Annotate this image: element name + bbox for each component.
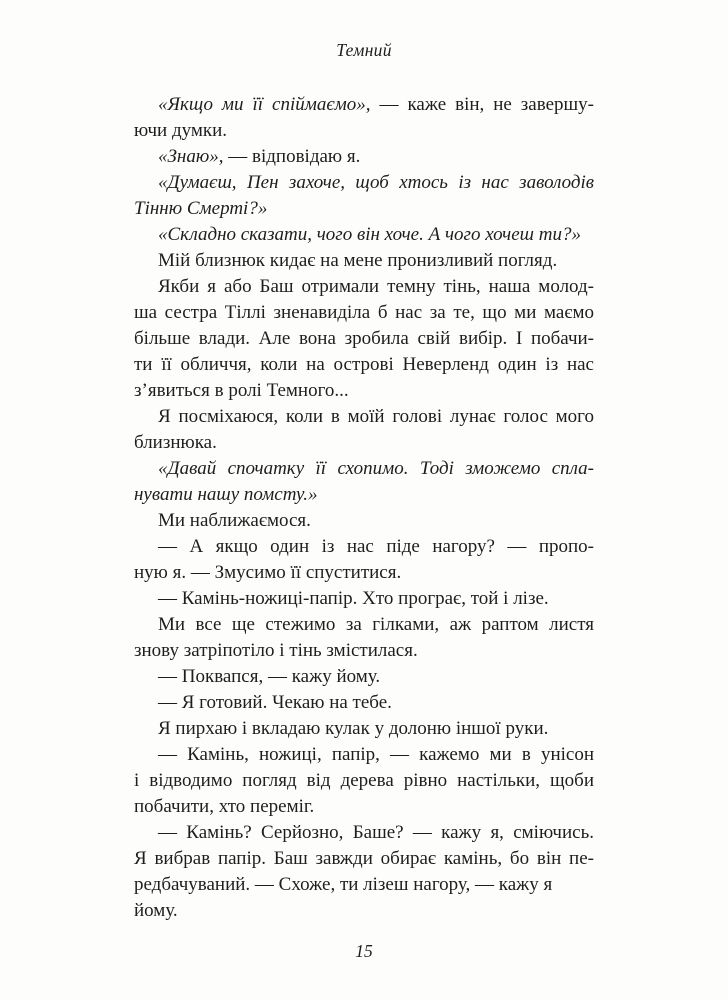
paragraph	[134, 690, 594, 716]
roman-run: знову затріпотіло і тінь змістилася.	[134, 640, 418, 661]
roman-run: Ми все ще стежимо за гілками, аж раптом листя	[158, 614, 594, 635]
paragraph	[134, 508, 594, 534]
text-line	[134, 456, 594, 482]
roman-run: редбачуваний. — Схоже, ти лізеш нагору, — кажу я йому.	[134, 874, 553, 921]
roman-run: — Камінь? Серйозно, Баше? — кажу я, сміючись.	[158, 822, 594, 843]
text-line	[134, 846, 594, 872]
italic-run: нувати нашу помсту.»	[134, 484, 318, 505]
roman-run: ючи думки.	[134, 120, 228, 141]
text-line	[134, 170, 594, 196]
roman-run: — Камінь, ножиці, папір, — кажемо ми в унісон	[158, 744, 594, 765]
paragraph	[134, 586, 594, 612]
text-line	[134, 300, 594, 326]
text-line	[134, 612, 594, 638]
text-line	[134, 326, 594, 352]
paragraph	[134, 144, 594, 170]
running-header: Темний	[336, 40, 392, 60]
text-line	[134, 664, 594, 690]
roman-run: побачити, хто переміг.	[134, 796, 315, 817]
text-line	[134, 352, 594, 378]
text-line	[134, 430, 594, 456]
roman-run: ти її обличчя, коли на острові Неверленд один із нас	[134, 354, 594, 375]
text-line	[134, 508, 594, 534]
paragraph	[134, 664, 594, 690]
paragraph	[134, 222, 594, 248]
text-line	[134, 638, 594, 664]
text-line	[134, 560, 594, 586]
roman-run: Якби я або Баш отримали темну тінь, наша молод-	[158, 276, 594, 297]
roman-run: Ми наближаємося.	[158, 510, 311, 531]
paragraph	[134, 612, 594, 664]
text-line	[134, 196, 594, 222]
italic-run: «Давай спочатку її схопимо. Тоді зможемо спла-	[158, 458, 594, 479]
roman-run: — Поквапся, — кажу йому.	[158, 666, 381, 687]
roman-run: більше влади. Але вона зробила свій вибір. І побачи-	[134, 328, 594, 349]
text-block	[134, 92, 594, 924]
text-line	[134, 534, 594, 560]
text-line	[134, 872, 594, 924]
text-line	[134, 690, 594, 716]
roman-run: — А якщо один із нас піде нагору? — пропо-	[158, 536, 594, 557]
roman-run: — Я готовий. Чекаю на тебе.	[158, 692, 392, 713]
paragraph	[134, 534, 594, 586]
paragraph	[134, 248, 594, 274]
page-number: 15	[355, 941, 373, 961]
text-line	[134, 768, 594, 794]
text-line	[134, 482, 594, 508]
roman-run: ную я. — Змусимо її спуститися.	[134, 562, 402, 583]
text-line	[134, 716, 594, 742]
text-line	[134, 378, 594, 404]
paragraph	[134, 404, 594, 456]
roman-run: і відводимо погляд від дерева рівно настільки, щоби	[134, 770, 594, 791]
roman-run: — Камінь-ножиці-папір. Хто програє, той і лізе.	[158, 588, 549, 609]
text-line	[134, 144, 594, 170]
italic-run: «Якщо ми її спіймаємо»,	[158, 94, 380, 115]
text-line	[134, 742, 594, 768]
italic-run: Тінню Смерті?»	[134, 198, 268, 219]
paragraph	[134, 274, 594, 404]
italic-run: «Складно сказати, чого він хоче. А чого хочеш ти?»	[158, 224, 581, 245]
roman-run: — каже він, не завершу-	[379, 94, 594, 115]
italic-run: «Думаєш, Пен захоче, щоб хтось із нас заволодів	[158, 172, 594, 193]
italic-run: «Знаю»	[158, 146, 219, 167]
text-line	[134, 794, 594, 820]
text-line	[134, 222, 594, 248]
roman-run: близнюка.	[134, 432, 217, 453]
text-line	[134, 820, 594, 846]
paragraph	[134, 742, 594, 820]
text-line	[134, 404, 594, 430]
roman-run: , — відповідаю я.	[218, 146, 361, 167]
text-line	[134, 118, 594, 144]
text-line	[134, 274, 594, 300]
paragraph	[134, 170, 594, 222]
roman-run: з’явиться в ролі Темного...	[134, 380, 349, 401]
paragraph	[134, 456, 594, 508]
text-line	[134, 586, 594, 612]
text-line	[134, 92, 594, 118]
paragraph	[134, 820, 594, 924]
roman-run: Я посміхаюся, коли в моїй голові лунає голос мого	[158, 406, 594, 427]
paragraph	[134, 716, 594, 742]
roman-run: Мій близнюк кидає на мене пронизливий погляд.	[158, 250, 558, 271]
roman-run: ша сестра Тіллі зненавиділа б нас за те, що ми маємо	[134, 302, 594, 323]
paragraph	[134, 92, 594, 144]
text-line	[134, 248, 594, 274]
roman-run: Я пирхаю і вкладаю кулак у долоню іншої руки.	[158, 718, 549, 739]
roman-run: Я вибрав папір. Баш завжди обирає камінь, бо він пе-	[134, 848, 594, 869]
